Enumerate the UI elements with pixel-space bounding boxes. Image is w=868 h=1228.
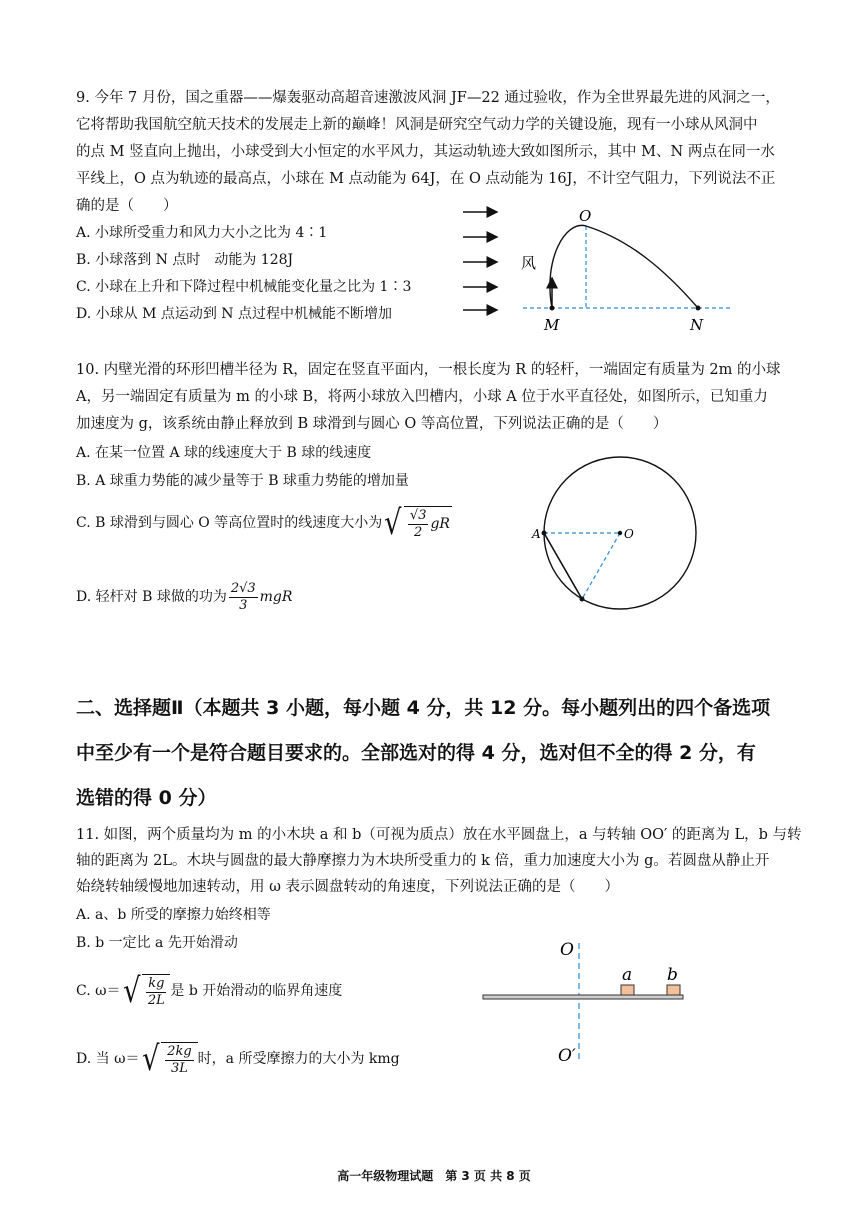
light-rod xyxy=(544,533,582,599)
label-a: a xyxy=(622,965,633,985)
q11-line-2: 轴的距离为 2L。木块与圆盘的最大静摩擦力为木块所受重力的 k 倍，重力加速度大小为 g。若圆盘从静止开 xyxy=(76,853,770,869)
q9-trajectory-figure xyxy=(455,200,745,340)
q10-line-1: 10. 内壁光滑的环形凹槽半径为 R，固定在竖直平面内，一根长度为 R 的轻杆，一端固定有质量为 2m 的小球 xyxy=(76,362,781,378)
q11-option-d-num: 2kg xyxy=(167,1043,192,1059)
q11-line-1: 11. 如图，两个质量均为 m 的小木块 a 和 b（可视为质点）放在水平圆盘上，a 与转轴 OO′ 的距离为 L，b 与转 xyxy=(76,827,802,843)
q11-option-d-den: 3L xyxy=(170,1060,188,1076)
q10-option-c-prefix: C. B 球滑到与圆心 O 等高位置时的线速度大小为 xyxy=(76,515,383,531)
label-A: A xyxy=(532,527,541,541)
section-2-line-3: 选错的得 0 分） xyxy=(76,787,217,809)
page-footer: 高一年级物理试题 第 3 页 共 8 页 xyxy=(337,1169,531,1183)
q9-line-2: 它将帮助我国航空航天技术的发展走上新的巅峰！风洞是研究空气动力学的关键设施，现有一小球从风洞中 xyxy=(76,117,758,133)
q10-option-d-prefix: D. 轻杆对 B 球做的功为 xyxy=(76,589,227,605)
q11-line-3: 始绕转轴缓慢地加速转动，用 ω 表示圆盘转动的角速度，下列说法正确的是（ ） xyxy=(76,879,620,895)
q10-option-c-suffix: gR xyxy=(430,516,450,532)
radius-OB xyxy=(582,533,620,599)
q9-option-c: C. 小球在上升和下降过程中机械能变化量之比为 1∶3 xyxy=(76,279,412,295)
block-b xyxy=(667,985,680,995)
center-O xyxy=(618,531,622,535)
label-O: O xyxy=(624,527,634,541)
q11-option-c xyxy=(76,968,342,1014)
wind-arrows xyxy=(463,212,497,310)
q11-option-c-num: kg xyxy=(148,975,165,991)
q10-option-c xyxy=(76,500,452,546)
q10-line-3: 加速度为 g，该系统由静止释放到 B 球滑到与圆心 O 等高位置，下列说法正确的是（ ） xyxy=(76,416,668,432)
section-2-line-2: 中至少有一个是符合题目要求的。全部选对的得 4 分，选对但不全的得 2 分，有 xyxy=(76,742,756,764)
q11-option-c-prefix: C. ω＝ xyxy=(76,983,121,999)
q10-circle-figure xyxy=(525,450,700,615)
q11-option-a: A. a、b 所受的摩擦力始终相等 xyxy=(76,907,271,923)
label-b: b xyxy=(667,965,678,985)
q11-option-d-prefix: D. 当 ω＝ xyxy=(76,1051,140,1067)
ball-B xyxy=(580,597,585,602)
q10-option-a: A. 在某一位置 A 球的线速度大于 B 球的线速度 xyxy=(76,445,372,461)
q10-option-c-sqrt: √ $\frac{√3}{2}$ gR xyxy=(384,503,450,543)
label-N: N xyxy=(690,316,704,334)
q10-line-2: A，另一端固定有质量为 m 的小球 B，将两小球放入凹槽内，小球 A 位于水平直径处，如图所示，已知重力 xyxy=(76,389,768,405)
q10-option-d-den: 3 xyxy=(239,597,248,613)
q11-option-c-suffix: 是 b 开始滑动的临界角速度 xyxy=(170,983,343,999)
q11-disk-figure xyxy=(478,935,688,1070)
q11-option-d-sqrt: √ $\frac{2kg}{3L}$ xyxy=(140,1042,198,1077)
q11-option-c-sqrt: √ $\frac{kg}{2L}$ xyxy=(121,974,171,1009)
q11-option-d-suffix: 时，a 所受摩擦力的大小为 kmg xyxy=(197,1051,400,1067)
label-O-prime: O′ xyxy=(558,1046,576,1066)
q9-line-5: 确的是（ ） xyxy=(76,198,178,214)
point-N xyxy=(696,306,701,311)
label-O: O xyxy=(560,940,574,960)
q11-option-b: B. b 一定比 a 先开始滑动 xyxy=(76,935,238,951)
q9-line-3: 的点 M 竖直向上抛出，小球受到大小恒定的水平风力，其运动轨迹大致如图所示，其中 M、N 两点在同一水 xyxy=(76,144,775,160)
block-a xyxy=(621,985,634,995)
section-2-line-1: 二、选择题Ⅱ（本题共 3 小题，每小题 4 分，共 12 分。每小题列出的四个备选项 xyxy=(76,697,771,719)
q9-option-a: A. 小球所受重力和风力大小之比为 4∶1 xyxy=(76,225,328,241)
q9-line-4: 平线上，O 点为轨迹的最高点，小球在 M 点动能为 64J，在 O 点动能为 16J，不计空气阻力，下列说法不正 xyxy=(76,171,776,187)
ball-A xyxy=(542,531,547,536)
q10-option-d-num: 2√3 xyxy=(230,580,256,596)
point-M xyxy=(550,306,555,311)
q9-line-1: 9. 今年 7 月份，国之重器——爆轰驱动高超音速激波风洞 JF—22 通过验收，作为全世界最先进的风洞之一， xyxy=(76,90,780,106)
q10-option-c-num: √3 xyxy=(409,507,427,523)
q10-option-d xyxy=(76,574,292,620)
q11-option-d xyxy=(76,1036,400,1082)
label-M: M xyxy=(544,316,560,334)
q9-option-b: B. 小球落到 N 点时 动能为 128J xyxy=(76,252,294,268)
trajectory-curve xyxy=(550,225,698,308)
label-wind: 风 xyxy=(521,254,537,272)
q11-option-c-den: 2L xyxy=(147,992,165,1008)
q10-option-d-suffix: mgR xyxy=(259,589,293,605)
q9-option-d: D. 小球从 M 点运动到 N 点过程中机械能不断增加 xyxy=(76,306,393,322)
q10-option-b: B. A 球重力势能的减少量等于 B 球重力势能的增加量 xyxy=(76,473,409,489)
label-O: O xyxy=(579,207,592,225)
q10-option-c-den: 2 xyxy=(414,524,423,540)
horizontal-disk xyxy=(483,995,683,999)
